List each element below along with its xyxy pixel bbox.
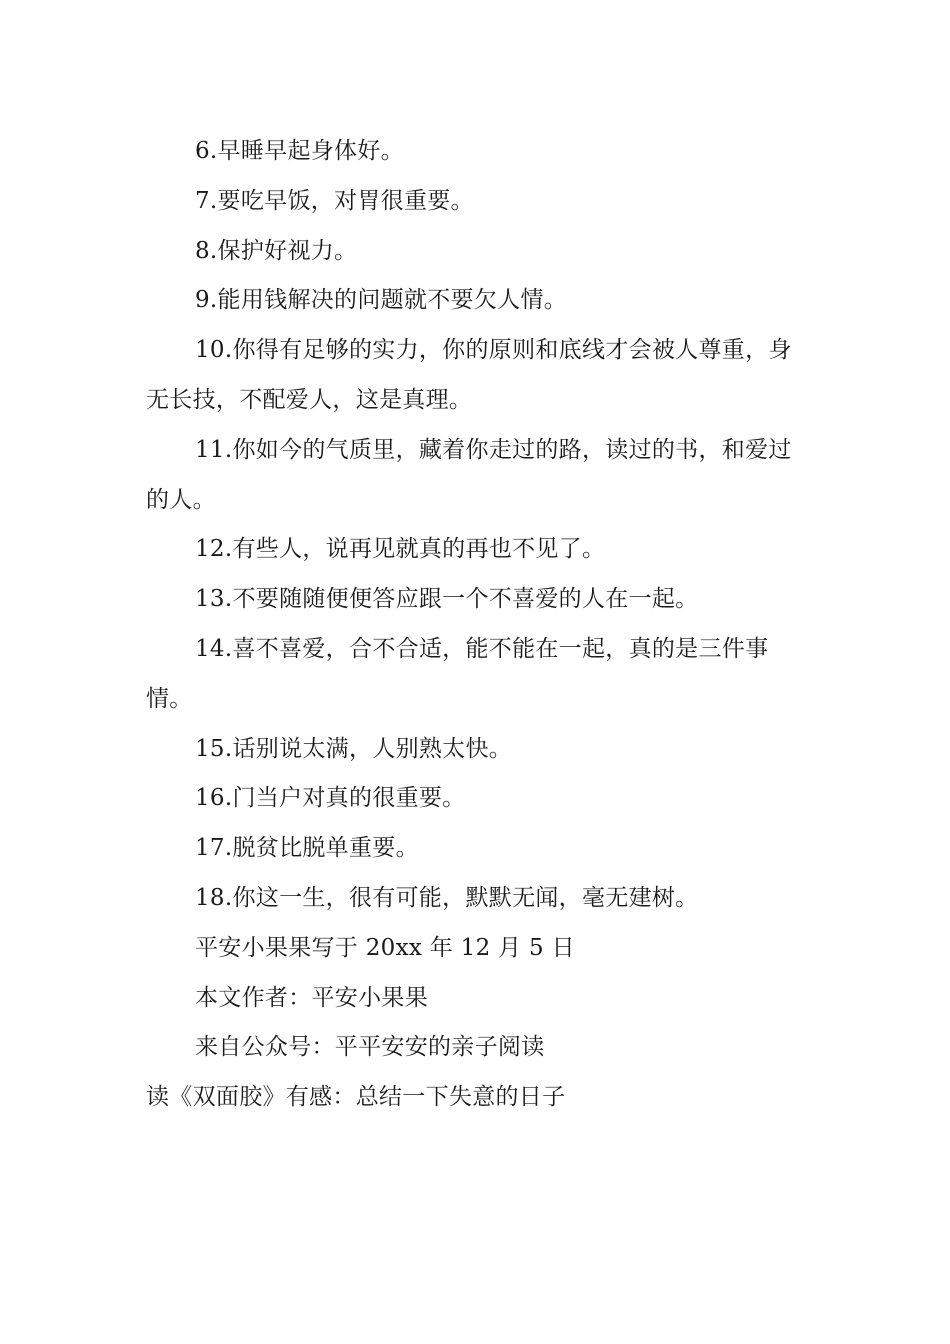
source-line: 来自公众号：平平安安的亲子阅读	[195, 1034, 545, 1061]
next-article-title: 读《双面胶》有感：总结一下失意的日子	[146, 1084, 566, 1111]
list-item: 15.话别说太满，人别熟太快。	[195, 735, 513, 762]
list-item: 11.你如今的气质里，藏着你走过的路，读过的书，和爱过的人。	[146, 436, 792, 513]
signature-date: 平安小果果写于 20xx 年 12 月 5 日	[195, 934, 575, 961]
list-item: 10.你得有足够的实力，你的原则和底线才会被人尊重，身无长技，不配爱人，这是真理。	[146, 337, 792, 413]
list-item: 6.早睡早起身体好。	[195, 138, 404, 164]
list-item: 8.保护好视力。	[195, 237, 358, 264]
list-item: 16.门当户对真的很重要。	[195, 785, 466, 812]
list-item: 12.有些人，说再见就真的再也不见了。	[195, 536, 606, 563]
list-item: 7.要吃早饭，对胃很重要。	[195, 187, 474, 214]
list-item: 17.脱贫比脱单重要。	[195, 835, 419, 862]
author-line: 本文作者：平安小果果	[195, 984, 428, 1011]
document-body	[146, 127, 812, 1123]
list-item: 9.能用钱解决的问题就不要欠人情。	[195, 287, 568, 314]
list-item: 13.不要随随便便答应跟一个不喜爱的人在一起。	[195, 586, 699, 613]
list-item: 14.喜不喜爱，合不合适，能不能在一起，真的是三件事情。	[146, 635, 769, 712]
list-item: 18.你这一生，很有可能，默默无闻，毫无建树。	[195, 884, 699, 911]
